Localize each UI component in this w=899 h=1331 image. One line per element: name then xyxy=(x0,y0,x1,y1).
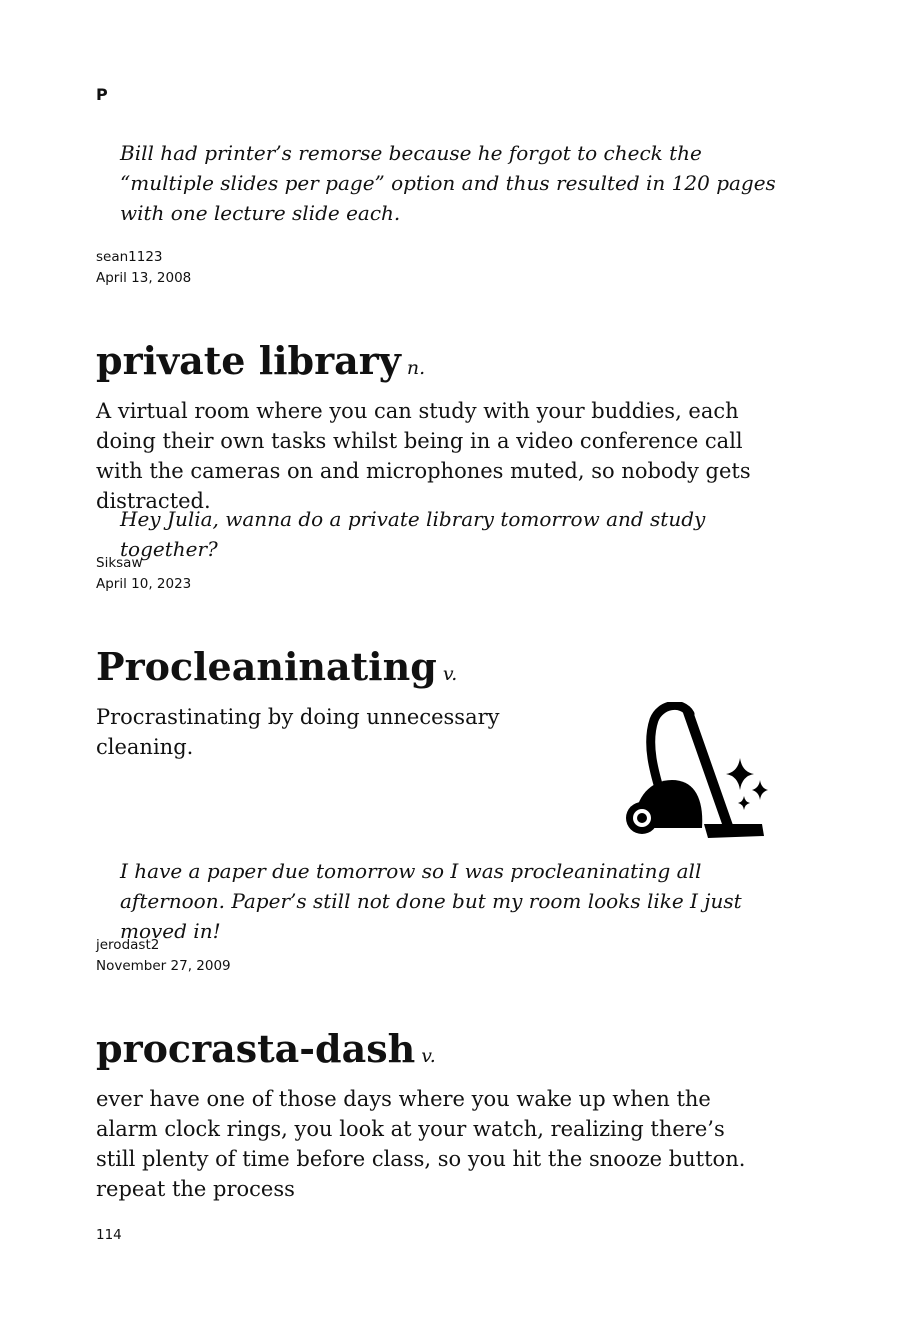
part-of-speech: n. xyxy=(406,357,426,379)
author-name: jerodast2 xyxy=(96,937,160,953)
term-text: private library xyxy=(96,338,401,383)
entry-definition: A virtual room where you can study with your buddies, each doing their own tasks whilst being in a video conference call with the cameras on and microphones muted, so nobody gets distracted. xyxy=(96,399,751,513)
term-text: Procleaninating xyxy=(96,644,437,689)
entry-credit xyxy=(96,935,231,977)
author-name: Siksaw xyxy=(96,555,143,571)
section-letter: P xyxy=(96,85,108,104)
entry-term xyxy=(96,645,457,696)
entry-term xyxy=(96,1027,436,1078)
entry-definition: Procrastinating by doing unnecessary cleaning. xyxy=(96,705,500,759)
entry-credit xyxy=(96,553,191,595)
example-quote: Hey Julia, wanna do a private library tomorrow and study together? xyxy=(120,507,706,561)
entry-date: April 10, 2023 xyxy=(96,576,192,592)
page-number: 114 xyxy=(96,1227,122,1243)
example-quote: Bill had printer’s remorse because he forgot to check the “multiple slides per page” option and thus resulted in 120 pages with one lecture slide each. xyxy=(120,141,776,225)
term-text: procrasta-dash xyxy=(96,1026,416,1071)
author-name: sean1123 xyxy=(96,249,163,265)
entry-date: April 13, 2008 xyxy=(96,270,192,286)
vacuum-cleaner-icon xyxy=(624,702,770,842)
entry-credit xyxy=(96,247,191,289)
entry-date: November 27, 2009 xyxy=(96,958,231,974)
entry-term xyxy=(96,339,425,390)
entry-definition: ever have one of those days where you wake up when the alarm clock rings, you look at your watch, realizing there’s still plenty of time before class, so you hit the snooze button. repeat the process xyxy=(96,1087,746,1201)
example-quote: I have a paper due tomorrow so I was procleaninating all afternoon. Paper’s still not done but my room looks like I just moved in! xyxy=(120,859,742,943)
part-of-speech: v. xyxy=(442,663,458,685)
part-of-speech: v. xyxy=(421,1045,436,1067)
